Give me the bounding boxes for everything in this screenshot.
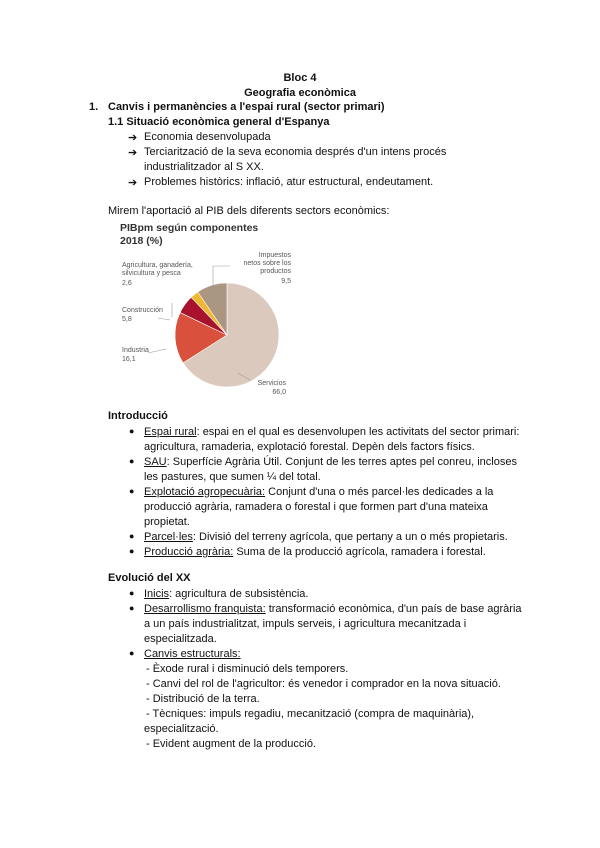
- list-item: [144, 485, 493, 500]
- bullet-icon: ●: [129, 456, 135, 466]
- term-underlined: Canvis estructurals:: [144, 648, 241, 660]
- subject-heading: Geografia econòmica: [244, 87, 356, 99]
- term-underlined: SAU: [144, 456, 167, 468]
- bullet-icon: ●: [129, 486, 135, 496]
- term-underlined: Parcel·les: [144, 531, 193, 543]
- arrow-item: Economia desenvolupada: [144, 131, 271, 143]
- bloc-heading: Bloc 4: [283, 72, 317, 84]
- term-definition: transformació econòmica, d'un país de base agrària: [265, 603, 522, 615]
- term-underlined: Desarrollismo franquista:: [144, 603, 266, 615]
- value-industria: 16,1: [122, 356, 136, 363]
- arrow-item: Terciarització de la seva economia després d'un intens procés: [144, 146, 447, 158]
- term-definition: : Superfície Agrària Útil. Conjunt de les terres aptes pel conreu, incloses: [166, 456, 517, 468]
- canvis-estructurals-item: - Canvi del rol de l'agricultor: és venedor i comprador en la nova situació.: [146, 678, 501, 690]
- list-item-continuation: a un país industrialitzat, impuls serveis, i agricultura mecanitzada i: [144, 618, 467, 630]
- section-number: 1.: [89, 101, 99, 113]
- chart-title: PIBpm según componentes: [120, 222, 259, 234]
- bullet-icon: ●: [129, 648, 135, 658]
- term-definition: : agricultura de subsistència.: [169, 588, 309, 600]
- list-item-continuation: agricultura, ramaderia, explotació forestal. Depèn dels factors físics.: [144, 441, 475, 453]
- term-underlined: Espai rural: [144, 426, 197, 438]
- leader-line-industria: [148, 349, 166, 353]
- canvis-estructurals-item: - Distribució de la terra.: [146, 693, 260, 705]
- leader-line-construccion: [158, 318, 170, 320]
- list-item-continuation: les pastures, que sumen ¼ del total.: [144, 471, 321, 483]
- term-definition: Suma de la producció agrícola, ramadera i forestal.: [233, 546, 486, 558]
- arrow-right-icon: ➔: [128, 177, 138, 189]
- term-underlined: Explotació agropecuària:: [144, 486, 266, 498]
- pib-pie-chart: [118, 220, 328, 400]
- canvis-estructurals-item: - Evident augment de la producció.: [146, 738, 316, 750]
- list-item: [144, 530, 508, 545]
- label-agri-line1: Agricultura, ganadería,: [122, 262, 193, 269]
- arrow-right-icon: ➔: [128, 132, 138, 144]
- label-impuestos-line2: netos sobre los: [243, 260, 291, 267]
- term-definition: : espai en el qual es desenvolupen les activitats del sector primari:: [196, 426, 520, 438]
- pie-slices: [175, 283, 279, 387]
- bullet-icon: ●: [129, 546, 135, 556]
- term-underlined: Inicis: [144, 588, 170, 600]
- list-item: [144, 425, 519, 440]
- list-item: [144, 602, 522, 617]
- bullet-icon: ●: [129, 588, 135, 598]
- introduccio-heading: Introducció: [108, 410, 168, 422]
- list-item: [144, 647, 241, 662]
- term-underlined: Producció agrària:: [144, 546, 234, 558]
- subsection-title: 1.1 Situació econòmica general d'Espanya: [108, 116, 330, 128]
- label-agri-line2: silvicultura y pesca: [122, 270, 181, 277]
- section-title: Canvis i permanències a l'espai rural (sector primari): [108, 101, 385, 113]
- canvis-estructurals-item: especialització.: [144, 723, 219, 735]
- list-item: [144, 455, 517, 470]
- label-industria: Industria: [122, 347, 149, 354]
- list-item-continuation: propietat.: [144, 516, 190, 528]
- arrow-item: Problemes històrics: inflació, atur estructural, endeutament.: [144, 176, 434, 188]
- term-definition: Conjunt d'una o més parcel·les dedicades a la: [265, 486, 494, 498]
- evolucio-heading: Evolució del XX: [108, 572, 191, 584]
- label-impuestos-line1: Impuestos: [258, 252, 291, 259]
- label-construccion: Construcción: [122, 307, 163, 314]
- value-construccion: 5,8: [122, 316, 132, 323]
- term-definition: : Divisió del terreny agrícola, que pertany a un o més propietaris.: [192, 531, 508, 543]
- label-servicios: Servicios: [257, 380, 286, 387]
- list-item-continuation: especialitzada.: [144, 633, 217, 645]
- value-impuestos: 9,5: [281, 278, 291, 285]
- label-impuestos-line3: productos: [260, 268, 291, 275]
- list-item: [144, 545, 486, 560]
- arrow-item-continuation: industrialitzador al S XX.: [144, 161, 264, 173]
- intro-sentence: Mirem l'aportació al PIB dels diferents sectors econòmics:: [108, 205, 390, 217]
- list-item-continuation: producció agrària, ramadera o forestal i que formen part d'una mateixa: [144, 501, 488, 513]
- arrow-right-icon: ➔: [128, 147, 138, 159]
- bullet-icon: ●: [129, 603, 135, 613]
- chart-subtitle: 2018 (%): [120, 235, 163, 247]
- bullet-icon: ●: [129, 426, 135, 436]
- canvis-estructurals-item: - Èxode rural i disminució dels temporers.: [146, 663, 349, 675]
- list-item: [144, 587, 308, 602]
- value-agri: 2,6: [122, 280, 132, 287]
- bullet-icon: ●: [129, 531, 135, 541]
- value-servicios: 66,0: [272, 389, 286, 396]
- canvis-estructurals-item: - Tècniques: impuls regadiu, mecanització (compra de maquinària),: [146, 708, 475, 720]
